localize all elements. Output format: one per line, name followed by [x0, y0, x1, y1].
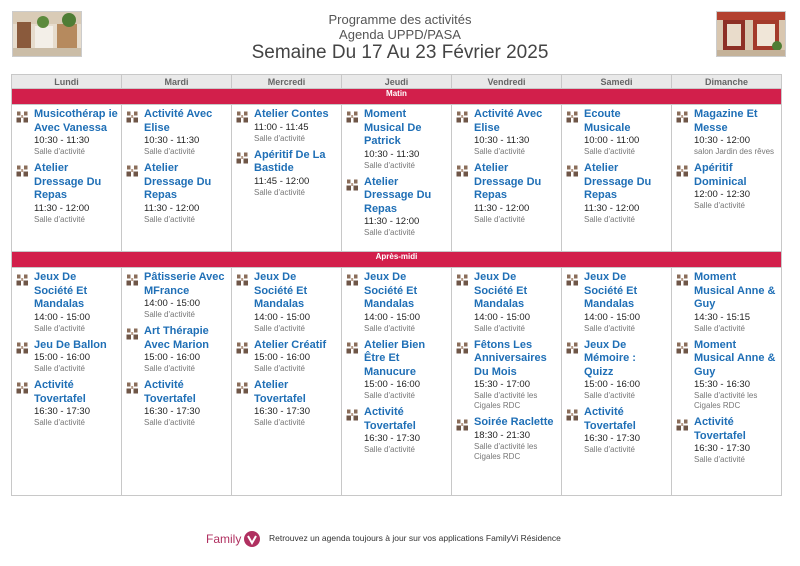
activity-name: Apéritif De La Bastide	[254, 148, 326, 174]
activity-time: 10:30 - 12:00	[694, 135, 750, 146]
activity-name: Jeux De Société Et Mandalas	[254, 271, 308, 310]
activity-time: 14:00 - 15:00	[254, 311, 310, 323]
activity-location: Salle d'activité	[474, 147, 525, 156]
activity-entry[interactable]	[346, 406, 448, 455]
activity-entry[interactable]	[236, 108, 338, 144]
morning-label: Matin	[12, 89, 782, 105]
day-cell	[562, 268, 672, 496]
activity-name: Atelier Dressage Du Repas	[364, 175, 432, 215]
activity-entry[interactable]	[566, 108, 668, 157]
activity-location: Salle d'activité	[144, 418, 195, 427]
activity-time: 14:00 - 15:00	[474, 311, 530, 323]
activity-icon	[126, 271, 144, 320]
activity-name: Atelier Créatif	[254, 338, 327, 351]
activity-icon	[346, 406, 364, 455]
activity-time: 16:30 - 17:30	[584, 433, 640, 444]
activity-time: 11:30 - 12:00	[144, 202, 200, 214]
day-header-lundi: Lundi	[12, 75, 122, 89]
activity-time: 10:30 - 11:30	[144, 135, 200, 146]
day-header-mercredi: Mercredi	[232, 75, 342, 89]
activity-icon	[16, 379, 34, 428]
activity-name: Musicothérap ie Avec Vanessa	[34, 108, 118, 134]
activity-time: 11:30 - 12:00	[584, 202, 640, 214]
activity-icon	[676, 416, 694, 465]
day-header-row	[12, 75, 782, 89]
activity-location: Salle d'activité	[34, 364, 85, 373]
activity-icon	[16, 108, 34, 157]
activity-name: Jeux De Société Et Mandalas	[474, 271, 528, 310]
activity-name: Activité Tovertafel	[364, 406, 416, 432]
program-title: Programme des activités	[328, 12, 472, 27]
day-cell	[452, 268, 562, 496]
activity-entry[interactable]	[126, 162, 228, 225]
activity-location: Salle d'activité	[254, 187, 305, 197]
activity-location: Salle d'activité	[584, 445, 635, 454]
activity-icon	[346, 176, 364, 239]
activity-name: Jeux De Société Et Mandalas	[34, 271, 88, 310]
day-cell	[342, 105, 452, 252]
activity-location: Salle d'activité	[254, 133, 305, 143]
activity-name: Moment Musical Anne & Guy	[694, 338, 776, 378]
activity-entry[interactable]	[566, 271, 668, 334]
activity-entry[interactable]	[236, 339, 338, 375]
activity-name: Atelier Dressage Du Repas	[584, 162, 652, 201]
activity-icon	[236, 271, 254, 334]
activity-time: 15:30 - 17:00	[474, 379, 530, 390]
activity-entry[interactable]	[676, 108, 778, 157]
activity-entry[interactable]	[236, 271, 338, 334]
activity-time: 10:30 - 11:30	[474, 135, 530, 146]
activity-location: Salle d'activité	[584, 147, 635, 156]
activity-entry[interactable]	[16, 271, 118, 334]
activity-location: Salle d'activité les Cigales RDC	[474, 441, 538, 461]
activity-name: Jeux De Mémoire : Quizz	[584, 338, 636, 378]
activity-icon	[566, 339, 584, 402]
activity-location: Salle d'activité	[364, 445, 415, 454]
activity-name: Soirée Raclette	[474, 416, 554, 428]
activity-entry[interactable]	[236, 149, 338, 198]
activity-location: Salle d'activité	[584, 214, 635, 224]
activity-time: 15:00 - 16:00	[584, 379, 640, 390]
activity-entry[interactable]	[126, 108, 228, 157]
activity-location: Salle d'activité	[584, 391, 635, 400]
day-cell	[232, 105, 342, 252]
activity-location: Salle d'activité	[364, 228, 415, 237]
activity-time: 16:30 - 17:30	[144, 406, 200, 417]
activity-name: Moment Musical De Patrick	[364, 108, 422, 147]
activity-icon	[456, 416, 474, 462]
activity-entry[interactable]	[456, 339, 558, 412]
weekly-agenda-table	[11, 74, 782, 496]
activity-name: Pâtisserie Avec MFrance	[144, 271, 225, 297]
activity-time: 12:00 - 12:30	[694, 189, 750, 200]
activity-name: Activité Tovertafel	[144, 379, 196, 405]
activity-location: Salle d'activité	[474, 323, 525, 333]
activity-entry[interactable]	[236, 379, 338, 428]
activity-icon	[346, 108, 364, 171]
activity-time: 15:00 - 16:00	[364, 379, 420, 390]
activity-location: Salle d'activité	[364, 323, 415, 333]
activity-location: Salle d'activité	[694, 201, 745, 210]
activity-location: Salle d'activité	[694, 323, 745, 333]
activity-name: Moment Musical Anne & Guy	[694, 271, 776, 310]
activity-location: salon Jardin des rêves	[694, 147, 775, 156]
activity-icon	[236, 339, 254, 375]
activity-time: 18:30 - 21:30	[474, 429, 530, 441]
activity-location: Salle d'activité	[254, 323, 305, 333]
activity-entry[interactable]	[456, 416, 558, 462]
activity-name: Atelier Contes	[254, 108, 329, 120]
activity-entry[interactable]	[126, 271, 228, 320]
activity-name: Jeux De Société Et Mandalas	[364, 271, 418, 310]
activity-time: 16:30 - 17:30	[34, 406, 90, 417]
activity-entry[interactable]	[126, 379, 228, 428]
activity-name: Ecoute Musicale	[584, 108, 631, 134]
afternoon-row	[12, 268, 782, 496]
day-header-dimanche: Dimanche	[672, 75, 782, 89]
activity-icon	[566, 162, 584, 225]
activity-entry[interactable]	[456, 108, 558, 157]
activity-location: Salle d'activité	[144, 214, 195, 224]
activity-name: Fêtons Les Anniversaires Du Mois	[474, 338, 547, 378]
activity-entry[interactable]	[566, 406, 668, 455]
activity-time: 14:00 - 15:00	[144, 298, 200, 309]
activity-entry[interactable]	[346, 108, 448, 171]
activity-icon	[456, 108, 474, 157]
activity-location: Salle d'activité	[474, 214, 525, 224]
activity-icon	[346, 271, 364, 334]
activity-name: Atelier Dressage Du Repas	[474, 162, 542, 201]
activity-name: Activité Tovertafel	[584, 406, 636, 432]
activity-entry[interactable]	[16, 108, 118, 157]
activity-icon	[566, 271, 584, 334]
activity-icon	[16, 162, 34, 225]
day-header-jeudi: Jeudi	[342, 75, 452, 89]
activity-entry[interactable]	[676, 339, 778, 412]
day-header-vendredi: Vendredi	[452, 75, 562, 89]
day-cell	[12, 268, 122, 496]
activity-entry[interactable]	[16, 339, 118, 375]
activity-icon	[126, 162, 144, 225]
day-cell	[122, 105, 232, 252]
activity-entry[interactable]	[456, 271, 558, 334]
activity-location: Salle d'activité	[144, 147, 195, 156]
day-header-mardi: Mardi	[122, 75, 232, 89]
activity-name: Art Thérapie Avec Marion	[144, 325, 210, 351]
activity-time: 15:00 - 16:00	[254, 352, 310, 363]
activity-icon	[236, 379, 254, 428]
activity-time: 11:30 - 12:00	[34, 202, 90, 214]
activity-time: 11:30 - 12:00	[474, 202, 530, 214]
activity-time: 15:30 - 16:30	[694, 379, 750, 390]
activity-entry[interactable]	[456, 162, 558, 225]
activity-time: 16:30 - 17:30	[254, 406, 310, 417]
afternoon-label: Après-midi	[12, 252, 782, 268]
activity-icon	[126, 379, 144, 428]
activity-time: 14:00 - 15:00	[584, 311, 640, 323]
day-header-samedi: Samedi	[562, 75, 672, 89]
activity-location: Salle d'activité les Cigales RDC	[694, 391, 758, 410]
activity-entry[interactable]	[566, 162, 668, 225]
activity-time: 14:30 - 15:15	[694, 311, 750, 323]
activity-entry[interactable]	[16, 379, 118, 428]
activity-time: 14:00 - 15:00	[34, 311, 90, 323]
activity-icon	[346, 339, 364, 402]
day-cell	[12, 105, 122, 252]
activity-time: 11:00 - 11:45	[254, 121, 309, 133]
activity-location: Salle d'activité	[584, 323, 635, 333]
activity-icon	[16, 339, 34, 375]
activity-icon	[566, 108, 584, 157]
week-title: Semaine Du 17 Au 23 Février 2025	[251, 42, 549, 63]
day-cell	[672, 268, 782, 496]
activity-icon	[456, 271, 474, 334]
activity-icon	[236, 149, 254, 198]
activity-name: Activité Tovertafel	[694, 416, 746, 442]
activity-location: Salle d'activité	[34, 214, 85, 224]
activity-time: 15:00 - 16:00	[144, 352, 200, 363]
activity-location: Salle d'activité	[144, 310, 195, 319]
activity-name: Activité Tovertafel	[34, 379, 86, 405]
activity-time: 10:00 - 11:00	[584, 135, 640, 146]
morning-row	[12, 105, 782, 252]
activity-time: 15:00 - 16:00	[34, 352, 90, 363]
activity-icon	[676, 271, 694, 334]
activity-icon	[126, 108, 144, 157]
activity-name: Atelier Dressage Du Repas	[144, 162, 212, 201]
activity-location: Salle d'activité	[144, 364, 195, 373]
activity-icon	[676, 339, 694, 412]
activity-location: Salle d'activité	[364, 391, 415, 400]
activity-entry[interactable]	[676, 416, 778, 465]
activity-location: Salle d'activité	[34, 418, 85, 427]
familyvi-logo-text: Family	[206, 532, 242, 546]
activity-entry[interactable]	[346, 176, 448, 239]
day-cell	[122, 268, 232, 496]
activity-time: 11:30 - 12:00	[364, 216, 420, 227]
activity-location: Salle d'activité	[254, 364, 305, 373]
activity-name: Apéritif Dominical	[694, 162, 747, 188]
activity-entry[interactable]	[676, 162, 778, 211]
activity-name: Jeu De Ballon	[34, 338, 107, 351]
day-cell	[232, 268, 342, 496]
activity-entry[interactable]	[346, 271, 448, 334]
activity-icon	[456, 339, 474, 412]
activity-icon	[566, 406, 584, 455]
activity-entry[interactable]	[16, 162, 118, 225]
activity-name: Atelier Dressage Du Repas	[34, 162, 102, 201]
activity-name: Jeux De Société Et Mandalas	[584, 271, 638, 310]
activity-location: Salle d'activité	[34, 323, 85, 333]
activity-name: Atelier Bien Être Et Manucure	[364, 338, 426, 378]
day-cell	[342, 268, 452, 496]
activity-time: 10:30 - 11:30	[364, 148, 420, 160]
footer-text: Retrouvez un agenda toujours à jour sur vos applications FamilyVi Résidence	[269, 533, 561, 543]
agenda-name: Agenda UPPD/PASA	[339, 27, 461, 42]
activity-time: 10:30 - 11:30	[34, 135, 90, 146]
activity-name: Activité Avec Elise	[144, 108, 213, 134]
activity-time: 11:45 - 12:00	[254, 175, 310, 187]
activity-entry[interactable]	[346, 339, 448, 402]
activity-entry[interactable]	[676, 271, 778, 334]
activity-entry[interactable]	[126, 325, 228, 374]
activity-time: 16:30 - 17:30	[694, 443, 750, 454]
activity-location: Salle d'activité	[694, 455, 745, 464]
activity-icon	[126, 325, 144, 374]
day-cell	[672, 105, 782, 252]
activity-icon	[456, 162, 474, 225]
afternoon-band	[12, 252, 782, 268]
activity-location: Salle d'activité	[254, 418, 305, 427]
activity-icon	[16, 271, 34, 334]
activity-location: Salle d'activité les Cigales RDC	[474, 391, 538, 410]
activity-name: Atelier Tovertafel	[254, 379, 306, 405]
footer	[0, 529, 800, 549]
activity-icon	[236, 108, 254, 144]
activity-name: Activité Avec Elise	[474, 108, 543, 134]
activity-icon	[676, 108, 694, 157]
activity-name: Magazine Et Messe	[694, 108, 758, 134]
activity-time: 16:30 - 17:30	[364, 433, 420, 444]
activity-location: Salle d'activité	[34, 147, 85, 156]
activity-time: 14:00 - 15:00	[364, 311, 420, 323]
familyvi-logo-icon	[243, 530, 261, 553]
activity-location: Salle d'activité	[364, 160, 415, 170]
day-cell	[562, 105, 672, 252]
morning-band	[12, 89, 782, 105]
activity-icon	[676, 162, 694, 211]
day-cell	[452, 105, 562, 252]
activity-entry[interactable]	[566, 339, 668, 402]
